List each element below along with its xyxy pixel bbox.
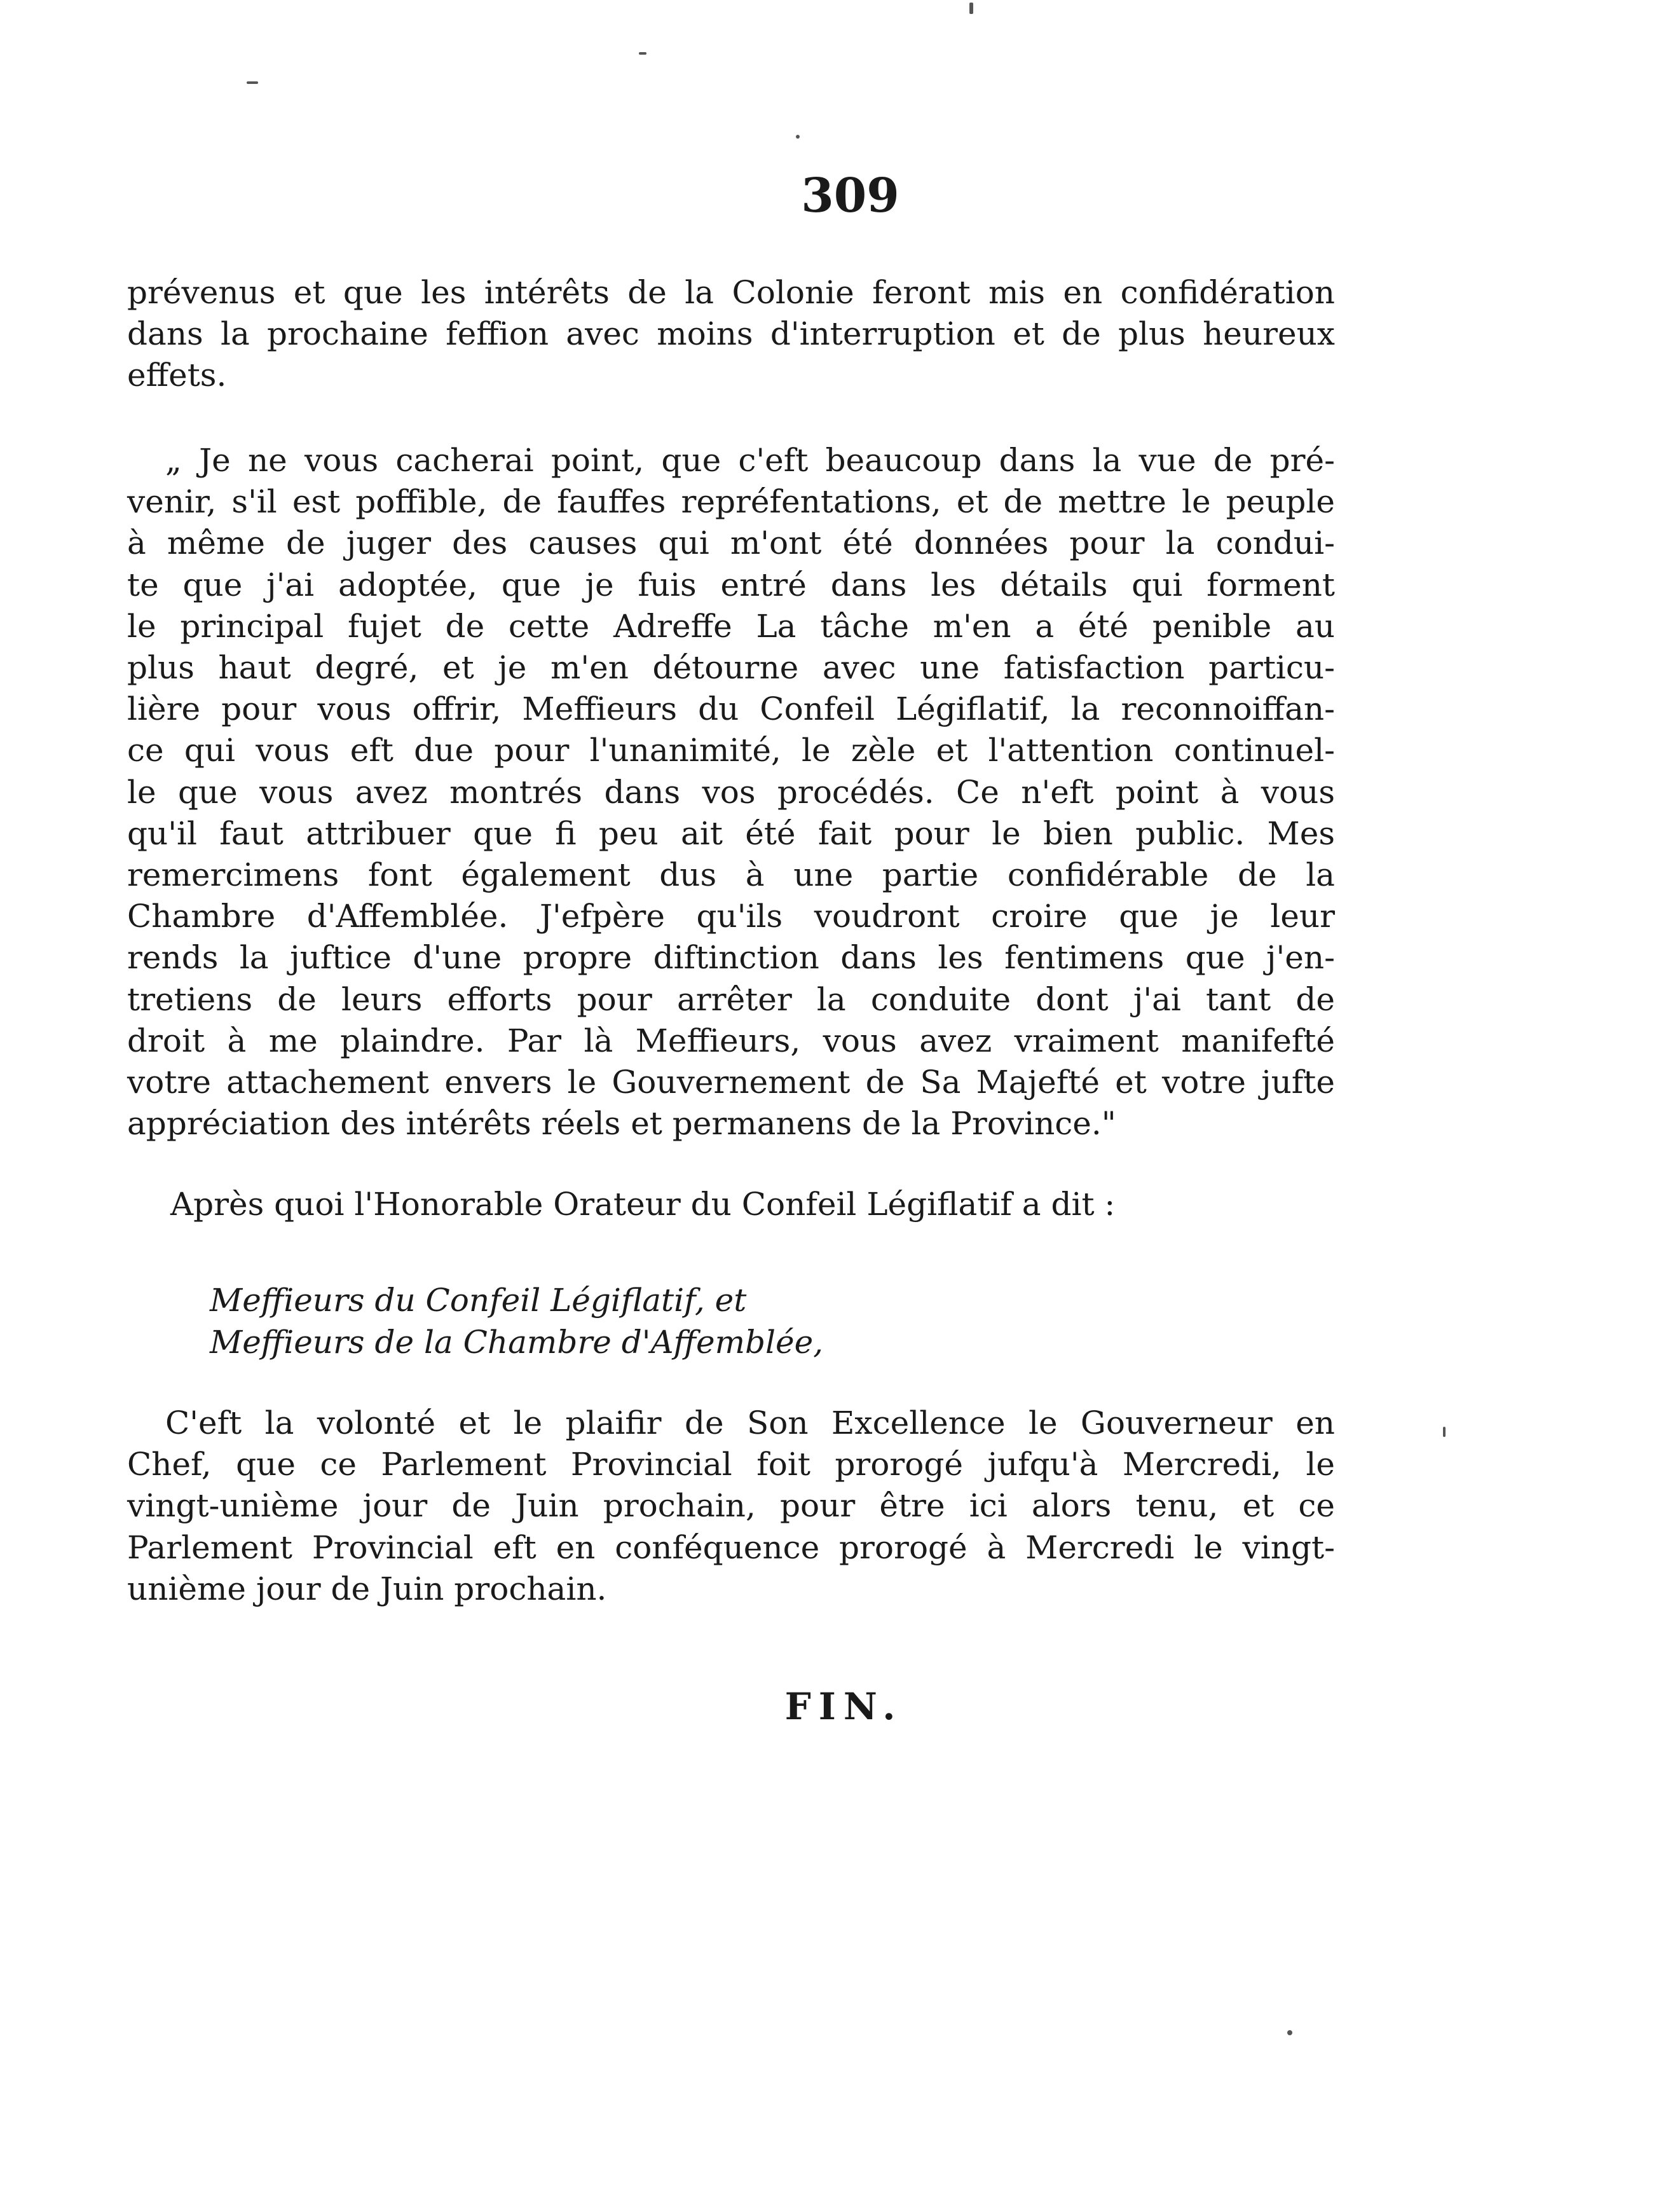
text-line: droit à me plaindre. Par là Meffieurs, vous avez vraiment manifefté (127, 1022, 1335, 1059)
text-line: Chambre d'Affemblée. J'efpère qu'ils voudront croire que je leur (127, 898, 1335, 935)
text-line: le principal fujet de cette Adreffe La tâche m'en a été penible au (127, 607, 1335, 645)
text-line: le que vous avez montrés dans vos procédés. Ce n'eft point à vous (127, 773, 1335, 811)
text-line: „ Je ne vous cacherai point, que c'eft beaucoup dans la vue de pré- (165, 442, 1335, 479)
text-line: ce qui vous eft due pour l'unanimité, le zèle et l'attention continuel- (127, 732, 1335, 769)
text-line: unième jour de Juin prochain. (127, 1570, 607, 1607)
text-line: plus haut degré, et je m'en détourne avec une fatisfaction particu- (127, 649, 1335, 687)
text-line: votre attachement envers le Gouvernement de Sa Majefté et votre jufte (127, 1064, 1335, 1101)
ink-speck (969, 3, 973, 14)
text-line: C'eft la volonté et le plaifir de Son Excellence le Gouverneur en (165, 1405, 1335, 1441)
ink-speck (247, 81, 258, 84)
text-line: Chef, que ce Parlement Provincial foit prorogé jufqu'à Mercredi, le (127, 1446, 1335, 1483)
text-line: Après quoi l'Honorable Orateur du Confeil Légiflatif a dit : (170, 1186, 1116, 1223)
ink-speck (1443, 1427, 1446, 1437)
text-line: remercimens font également dus à une partie confidérable de la (127, 856, 1335, 894)
address-line: Meffieurs du Confeil Légiflatif, et (210, 1282, 747, 1319)
text-line: lière pour vous offrir, Meffieurs du Confeil Légiflatif, la reconnoiffan- (127, 690, 1335, 728)
paragraph-3 (127, 1184, 1335, 1225)
text-line: Parlement Provincial eft en conféquence prorogé à Mercredi le vingt- (127, 1528, 1335, 1566)
text-line: rends la juftice d'une propre diftinction dans les fentimens que j'en- (127, 939, 1335, 977)
paragraph-2 (127, 440, 1335, 1144)
end-marker: FIN. (784, 1685, 903, 1728)
text-line: effets. (127, 357, 227, 394)
ink-speck (796, 135, 800, 139)
text-line: qu'il faut attribuer que fi peu ait été fait pour le bien public. Mes (127, 814, 1335, 852)
text-line: vingt-unième jour de Juin prochain, pour être ici alors tenu, et ce (127, 1487, 1335, 1525)
text-line: venir, s'il est poffible, de fauffes repréfentations, et de mettre le peuple (127, 483, 1335, 521)
text-line: dans la prochaine feffion avec moins d'interruption et de plus heureux (127, 315, 1335, 353)
text-line: appréciation des intérêts réels et permanens de la Province." (127, 1105, 1116, 1143)
ink-speck (1287, 2030, 1292, 2035)
text-line: te que j'ai adoptée, que je fuis entré dans les détails qui forment (127, 566, 1335, 603)
page-number: 309 (801, 168, 899, 223)
paragraph-4 (127, 1403, 1335, 1610)
text-line: prévenus et que les intérêts de la Colonie feront mis en confidération (127, 274, 1335, 311)
address-salutation (210, 1279, 823, 1363)
text-line: tretiens de leurs efforts pour arrêter la conduite dont j'ai tant de (127, 980, 1335, 1018)
address-line: Meffieurs de la Chambre d'Affemblée, (210, 1324, 824, 1361)
paragraph-1 (127, 272, 1335, 397)
ink-speck (639, 52, 646, 55)
text-line: à même de juger des causes qui m'ont été données pour la condui- (127, 525, 1335, 562)
